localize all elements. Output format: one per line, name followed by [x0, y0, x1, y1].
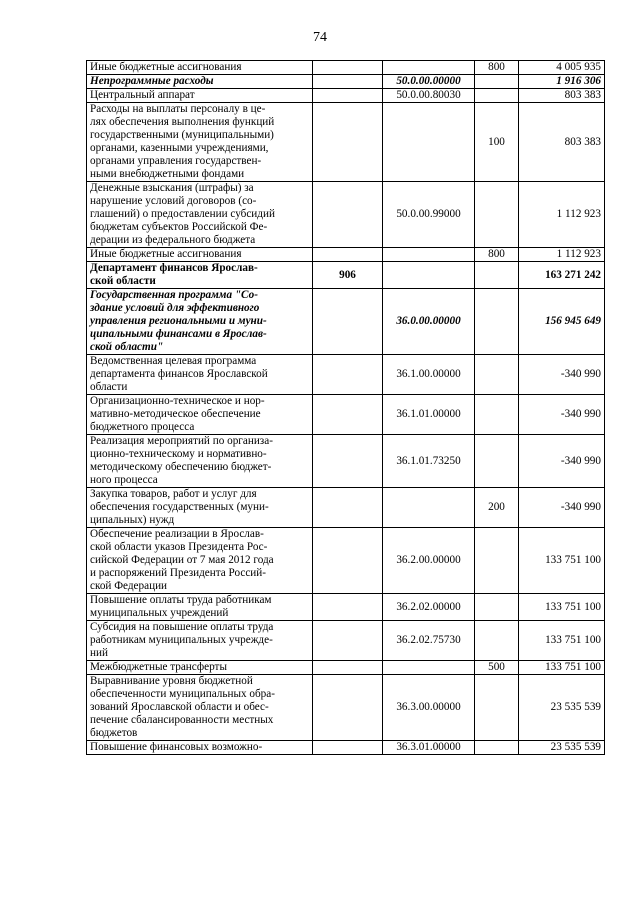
- department-code-cell: [313, 661, 383, 675]
- department-code-cell: [313, 435, 383, 488]
- expense-type-code-cell: [475, 435, 519, 488]
- expense-type-code-cell: [475, 182, 519, 248]
- department-code-cell: [313, 741, 383, 755]
- amount-cell: 163 271 242: [519, 262, 605, 289]
- expense-type-code-cell: [475, 594, 519, 621]
- item-name-cell: Обеспечение реализации в Ярослав- ской области указов Президента Рос- сийской Федерации от 7 мая 2012 года и распоряжений Президента Россий- ской Федерации: [87, 528, 313, 594]
- expense-type-code-cell: 200: [475, 488, 519, 528]
- item-name-cell: Центральный аппарат: [87, 89, 313, 103]
- item-name-cell: Закупка товаров, работ и услуг для обеспечения государственных (муни- ципальных) нужд: [87, 488, 313, 528]
- target-article-code-cell: 36.1.00.00000: [383, 355, 475, 395]
- item-name-cell: Государственная программа "Со- здание условий для эффективного управления региональными и муни- ципальными финансами в Ярослав- ской области": [87, 289, 313, 355]
- department-code-cell: [313, 289, 383, 355]
- department-code-cell: [313, 355, 383, 395]
- department-code-cell: [313, 248, 383, 262]
- amount-cell: 1 916 306: [519, 75, 605, 89]
- item-name-cell: Организационно-техническое и нор- мативно-методическое обеспечение бюджетного процесса: [87, 395, 313, 435]
- table-row: [87, 75, 605, 89]
- budget-table: [86, 60, 605, 755]
- target-article-code-cell: 50.0.00.99000: [383, 182, 475, 248]
- target-article-code-cell: 36.1.01.73250: [383, 435, 475, 488]
- budget-table-body: [87, 61, 605, 755]
- table-row: [87, 61, 605, 75]
- amount-cell: 803 383: [519, 89, 605, 103]
- department-code-cell: [313, 675, 383, 741]
- table-row: [87, 621, 605, 661]
- item-name-cell: Иные бюджетные ассигнования: [87, 248, 313, 262]
- target-article-code-cell: [383, 488, 475, 528]
- amount-cell: 4 005 935: [519, 61, 605, 75]
- amount-cell: 1 112 923: [519, 248, 605, 262]
- table-row: [87, 488, 605, 528]
- department-code-cell: [313, 75, 383, 89]
- amount-cell: 23 535 539: [519, 741, 605, 755]
- amount-cell: 1 112 923: [519, 182, 605, 248]
- table-row: [87, 103, 605, 182]
- amount-cell: 133 751 100: [519, 594, 605, 621]
- amount-cell: -340 990: [519, 355, 605, 395]
- amount-cell: 133 751 100: [519, 661, 605, 675]
- table-row: [87, 395, 605, 435]
- target-article-code-cell: 36.2.00.00000: [383, 528, 475, 594]
- department-code-cell: 906: [313, 262, 383, 289]
- item-name-cell: Денежные взыскания (штрафы) за нарушение условий договоров (со- глашений) о предоставлении субсидий бюджетам субъектов Российской Фе- дерации из федерального бюджета: [87, 182, 313, 248]
- amount-cell: 803 383: [519, 103, 605, 182]
- expense-type-code-cell: [475, 395, 519, 435]
- amount-cell: 23 535 539: [519, 675, 605, 741]
- table-row: [87, 435, 605, 488]
- expense-type-code-cell: 800: [475, 248, 519, 262]
- amount-cell: -340 990: [519, 435, 605, 488]
- target-article-code-cell: 36.0.00.00000: [383, 289, 475, 355]
- item-name-cell: Межбюджетные трансферты: [87, 661, 313, 675]
- target-article-code-cell: 36.3.01.00000: [383, 741, 475, 755]
- item-name-cell: Департамент финансов Ярослав- ской области: [87, 262, 313, 289]
- department-code-cell: [313, 528, 383, 594]
- amount-cell: 133 751 100: [519, 621, 605, 661]
- table-row: [87, 182, 605, 248]
- item-name-cell: Расходы на выплаты персоналу в це- лях обеспечения выполнения функций государственными (муниципальными) органами, казенными учреждениями, органами управления государствен- ными внебюджетными фондами: [87, 103, 313, 182]
- item-name-cell: Повышение оплаты труда работникам муниципальных учреждений: [87, 594, 313, 621]
- expense-type-code-cell: 100: [475, 103, 519, 182]
- target-article-code-cell: 50.0.00.80030: [383, 89, 475, 103]
- target-article-code-cell: [383, 248, 475, 262]
- item-name-cell: Субсидия на повышение оплаты труда работникам муниципальных учрежде- ний: [87, 621, 313, 661]
- item-name-cell: Иные бюджетные ассигнования: [87, 61, 313, 75]
- amount-cell: 156 945 649: [519, 289, 605, 355]
- expense-type-code-cell: [475, 621, 519, 661]
- target-article-code-cell: [383, 61, 475, 75]
- table-row: [87, 89, 605, 103]
- item-name-cell: Выравнивание уровня бюджетной обеспеченности муниципальных обра- зований Ярославской области и обес- печение сбалансированности местных бюджетов: [87, 675, 313, 741]
- department-code-cell: [313, 61, 383, 75]
- target-article-code-cell: 50.0.00.00000: [383, 75, 475, 89]
- target-article-code-cell: 36.1.01.00000: [383, 395, 475, 435]
- expense-type-code-cell: [475, 741, 519, 755]
- item-name-cell: Непрограммные расходы: [87, 75, 313, 89]
- item-name-cell: Ведомственная целевая программа департамента финансов Ярославской области: [87, 355, 313, 395]
- table-row: [87, 528, 605, 594]
- table-row: [87, 262, 605, 289]
- expense-type-code-cell: [475, 528, 519, 594]
- department-code-cell: [313, 488, 383, 528]
- department-code-cell: [313, 395, 383, 435]
- amount-cell: -340 990: [519, 395, 605, 435]
- page-number: 74: [313, 30, 327, 45]
- table-row: [87, 248, 605, 262]
- expense-type-code-cell: [475, 675, 519, 741]
- target-article-code-cell: [383, 262, 475, 289]
- department-code-cell: [313, 621, 383, 661]
- department-code-cell: [313, 594, 383, 621]
- expense-type-code-cell: [475, 75, 519, 89]
- table-row: [87, 594, 605, 621]
- expense-type-code-cell: [475, 89, 519, 103]
- department-code-cell: [313, 103, 383, 182]
- table-row: [87, 355, 605, 395]
- target-article-code-cell: [383, 103, 475, 182]
- item-name-cell: Повышение финансовых возможно-: [87, 741, 313, 755]
- expense-type-code-cell: [475, 262, 519, 289]
- target-article-code-cell: [383, 661, 475, 675]
- expense-type-code-cell: [475, 355, 519, 395]
- table-row: [87, 289, 605, 355]
- table-row: [87, 661, 605, 675]
- target-article-code-cell: 36.3.00.00000: [383, 675, 475, 741]
- expense-type-code-cell: [475, 289, 519, 355]
- department-code-cell: [313, 89, 383, 103]
- table-row: [87, 675, 605, 741]
- amount-cell: -340 990: [519, 488, 605, 528]
- target-article-code-cell: 36.2.02.75730: [383, 621, 475, 661]
- table-row: [87, 741, 605, 755]
- target-article-code-cell: 36.2.02.00000: [383, 594, 475, 621]
- department-code-cell: [313, 182, 383, 248]
- expense-type-code-cell: 800: [475, 61, 519, 75]
- expense-type-code-cell: 500: [475, 661, 519, 675]
- amount-cell: 133 751 100: [519, 528, 605, 594]
- item-name-cell: Реализация мероприятий по организа- ционно-техническому и нормативно- методическому обеспечению бюджет- ного процесса: [87, 435, 313, 488]
